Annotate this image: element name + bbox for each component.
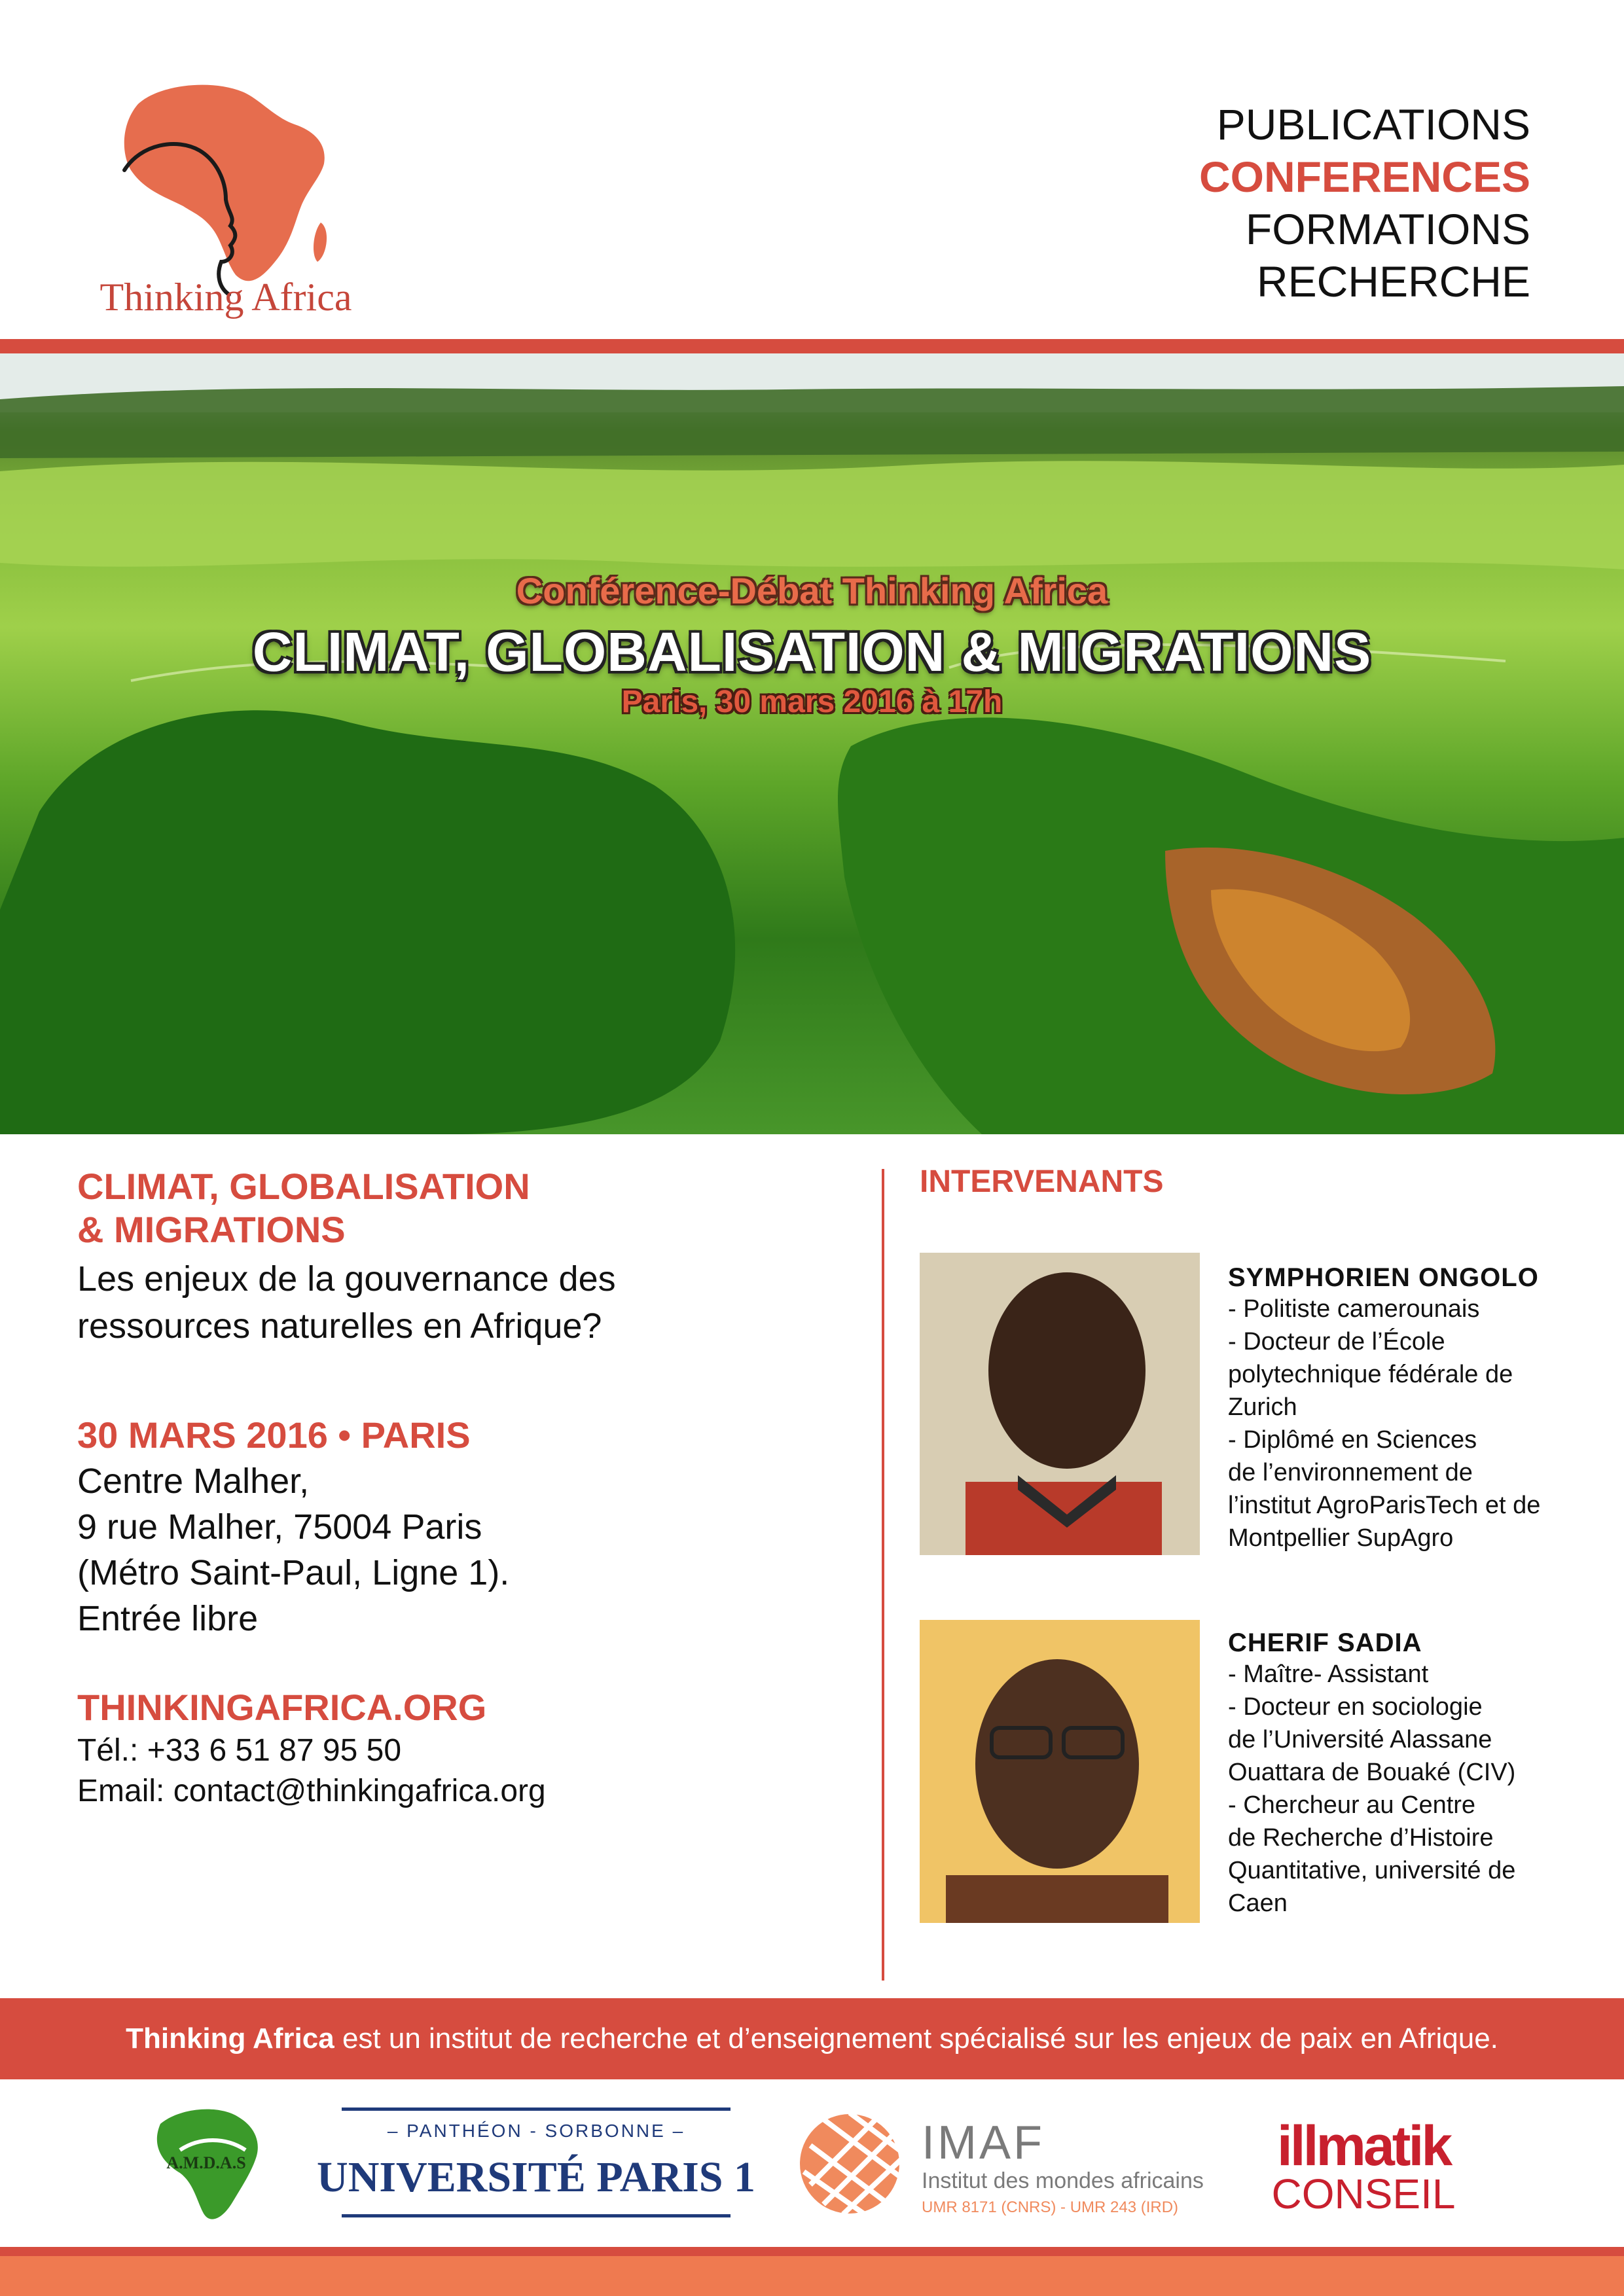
speaker-name: SYMPHORIEN ONGOLO: [1228, 1263, 1539, 1292]
email-link[interactable]: Email: contact@thinkingafrica.org: [77, 1774, 546, 1808]
imaf-logo: [797, 2106, 1204, 2221]
speaker-card: [1228, 1628, 1595, 1920]
imaf-name: IMAF: [922, 2117, 1045, 2169]
speaker-bio-line: Caen: [1228, 1890, 1288, 1917]
address-line: Entrée libre: [77, 1599, 259, 1638]
address-line: Centre Malher,: [77, 1462, 310, 1501]
speaker-card: [1228, 1263, 1595, 1554]
paris1-top-text: – PANTHÉON - SORBONNE –: [387, 2121, 685, 2141]
footer-statement: [0, 2022, 1624, 2055]
speaker-bio-line: de l’environnement de: [1228, 1459, 1473, 1486]
speaker-bio-line: Montpellier SupAgro: [1228, 1524, 1454, 1552]
paris1-main-text: UNIVERSITÉ PARIS 1: [317, 2153, 755, 2201]
service-publications: PUBLICATIONS: [1216, 100, 1530, 149]
event-details: [77, 1165, 830, 1812]
amdas-text: A.M.D.A.S: [166, 2153, 246, 2172]
speaker-bio-line: l’institut AgroParisTech et de: [1228, 1492, 1541, 1519]
imaf-subtitle: Institut des mondes africains: [922, 2168, 1204, 2193]
column-divider: [882, 1169, 884, 1981]
address-line: (Métro Saint-Paul, Ligne 1).: [77, 1553, 510, 1592]
imaf-umr: UMR 8171 (CNRS) - UMR 243 (IRD): [922, 2198, 1179, 2216]
event-subtitle-line2: ressources naturelles en Afrique?: [77, 1306, 602, 1346]
speaker-bio-line: Zurich: [1228, 1393, 1297, 1421]
service-conferences: CONFERENCES: [1199, 152, 1530, 201]
paris1-logo: [317, 2108, 755, 2219]
speaker-bio-line: polytechnique fédérale de: [1228, 1361, 1513, 1388]
hero-landscape-image: [0, 353, 1624, 1134]
hero-date: Paris, 30 mars 2016 à 17h: [621, 685, 1003, 719]
address-line: 9 rue Malher, 75004 Paris: [77, 1507, 482, 1547]
event-subtitle: [77, 1255, 830, 1350]
speaker-bio-line: de Recherche d’Histoire: [1228, 1824, 1494, 1852]
hero-kicker: Conférence-Débat Thinking Africa: [516, 570, 1108, 611]
event-address: [77, 1458, 830, 1641]
service-formations: FORMATIONS: [1245, 205, 1530, 253]
speaker-name: CHERIF SADIA: [1228, 1628, 1422, 1657]
speaker-bio-line: - Chercheur au Centre: [1228, 1791, 1476, 1819]
speaker-photo: [920, 1620, 1200, 1923]
speaker-bio-line: Quantitative, université de: [1228, 1857, 1516, 1884]
event-title-line1: CLIMAT, GLOBALISATION: [77, 1166, 530, 1207]
speaker-photo: [920, 1253, 1200, 1555]
hero-banner: [0, 353, 1624, 1134]
speaker-bio-line: de l’Université Alassane: [1228, 1726, 1492, 1753]
footer-brand: Thinking Africa: [126, 2022, 334, 2054]
footer-text: est un institut de recherche et d’enseignement spécialisé sur les enjeux de paix en Afrique.: [334, 2022, 1498, 2054]
speaker-bio-line: Ouattara de Bouaké (CIV): [1228, 1759, 1516, 1786]
ilmatik-top-text: illmatik: [1276, 2115, 1451, 2178]
ilmatik-logo: [1259, 2115, 1468, 2217]
bottom-rule: [0, 2247, 1624, 2256]
hero-title: CLIMAT, GLOBALISATION & MIGRATIONS: [252, 621, 1372, 683]
speaker-bio-line: - Politiste camerounais: [1228, 1295, 1480, 1323]
speaker-bio-line: - Docteur en sociologie: [1228, 1693, 1483, 1721]
event-title: [77, 1165, 830, 1251]
speaker-bio-line: - Diplômé en Sciences: [1228, 1426, 1477, 1454]
services-list: [1199, 98, 1530, 308]
amdas-logo: [141, 2098, 272, 2229]
service-recherche: RECHERCHE: [1256, 257, 1530, 306]
event-subtitle-line1: Les enjeux de la gouvernance des: [77, 1259, 616, 1299]
speaker-bio-line: - Docteur de l’École: [1228, 1328, 1445, 1355]
ilmatik-bottom-text: CONSEIL: [1271, 2170, 1456, 2217]
top-rule: [0, 339, 1624, 353]
speakers-heading: INTERVENANTS: [920, 1164, 1164, 1199]
phone-number: Tél.: +33 6 51 87 95 50: [77, 1733, 402, 1768]
speaker-bio-line: - Maître- Assistant: [1228, 1660, 1429, 1688]
website-link[interactable]: THINKINGAFRICA.ORG: [77, 1687, 487, 1728]
event-date-place: 30 MARS 2016 • PARIS: [77, 1414, 471, 1456]
event-title-line2: & MIGRATIONS: [77, 1209, 346, 1250]
brand-name: Thinking Africa: [99, 276, 352, 319]
